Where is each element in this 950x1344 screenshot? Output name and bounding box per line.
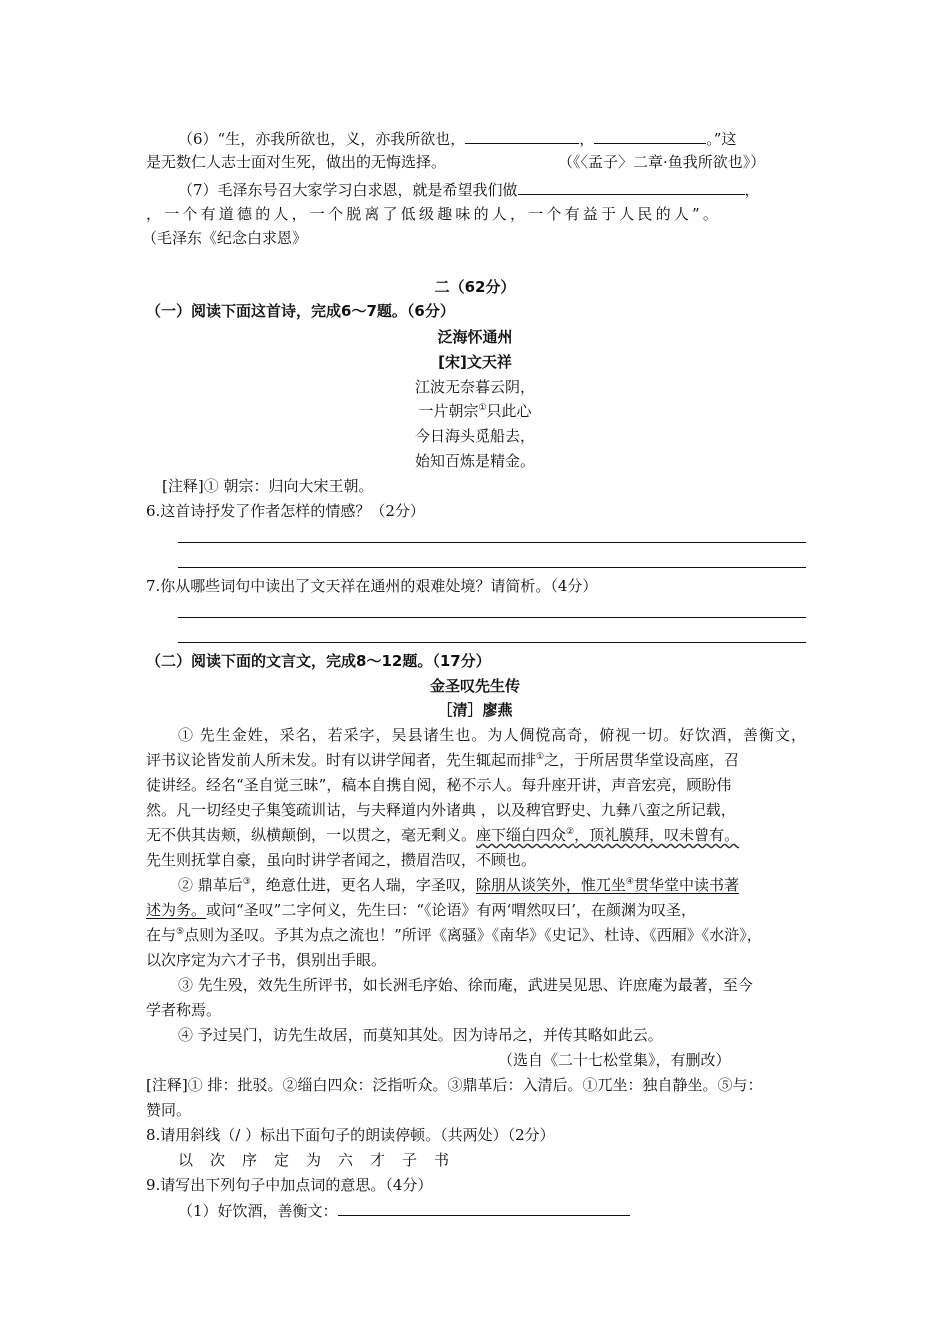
question-6: 6.这首诗抒发了作者怎样的情感？（2分） xyxy=(146,502,425,520)
q6-line1: （6）“生，亦我所欲也，义，亦我所欲也， ， 。”这 xyxy=(178,127,736,150)
question-8: 8.请用斜线（/ ）标出下面句子的朗读停顿。（共两处）（2分） xyxy=(146,1126,555,1144)
p1-line-1: ① 先生金姓，采名，若采字，吴县诸生也。为人倜傥高奇，俯视一切。好饮酒，善衡文， xyxy=(178,726,806,744)
poem-author: [宋]文天祥 xyxy=(438,353,512,371)
prose-title: 金圣叹先生传 xyxy=(429,677,520,695)
poem-title: 泛海怀通州 xyxy=(437,328,513,346)
underlined-sentence-a: 除朋从谈笑外，惟兀坐④贯华堂中读书著 xyxy=(475,876,739,894)
p1-line-4: 然。凡一切经史子集笺疏训诂，与夫释道内外诸典 ，以及稗官野史、九彝八蛮之所记载， xyxy=(146,801,736,819)
q7-line1: （7）毛泽东号召大家学习白求恩，就是希望我们做 ， xyxy=(178,178,760,201)
p1-line-3: 徒讲经。经名“圣自觉三昧”，稿本自携自阅，秘不示人。每升座开讲，声音宏亮，顾盼伟 xyxy=(146,776,732,794)
p3-line-2: 学者称焉。 xyxy=(146,1001,222,1019)
q6-blank-1[interactable] xyxy=(465,127,579,144)
question-9-item-1: （1）好饮酒，善衡文： xyxy=(178,1199,630,1222)
q6-blank-2[interactable] xyxy=(594,127,706,144)
part1-instruction: （一）阅读下面这首诗，完成6～7题。（6分） xyxy=(146,302,455,320)
p2-line-2: 述为务。或问“圣叹”二字何义，先生曰：“《论语》有两‘喟然叹曰’，在颜渊为叹圣， xyxy=(146,901,697,919)
q6-line2: 是无数仁人志士面对生死，做出的无悔选择。 xyxy=(146,153,447,171)
prose-author: ［清］廖燕 xyxy=(437,701,513,719)
answer-line-7b[interactable] xyxy=(178,642,806,643)
poem-line-1: 江波无奈暮云阴， xyxy=(414,378,535,396)
p2-line-1: ② 鼎革后③，绝意仕进，更名人瑞，字圣叹，除朋从谈笑外，惟兀坐④贯华堂中读书著 xyxy=(178,876,739,894)
p1-line-6: 先生则抚掌自豪，虽向时讲学者闻之，攒眉浩叹，不顾也。 xyxy=(146,851,537,869)
prose-notes-2: 赞同。 xyxy=(146,1101,192,1119)
answer-line-6b[interactable] xyxy=(178,567,806,568)
answer-line-7a[interactable] xyxy=(178,617,806,618)
q7-line3: （毛泽东《纪念白求恩》 xyxy=(142,229,308,247)
underlined-sentence-b: 述为务。 xyxy=(146,901,207,919)
q9-item1-blank[interactable] xyxy=(338,1199,630,1216)
p1-line-5: 无不供其齿颊，纵横颠倒，一以贯之，毫无剩义。座下缁白四众②，顶礼膜拜，叹未曾有。 xyxy=(146,826,740,844)
p3-line-1: ③ 先生殁，效先生所评书，如长洲毛序始、徐而庵，武进吴见思、许庶庵为最著，至今 xyxy=(178,976,753,994)
question-9: 9.请写出下列句子中加点词的意思。（4分） xyxy=(146,1176,433,1194)
wavy-underlined-sentence: 座下缁白四众②，顶礼膜拜，叹未曾有。 xyxy=(476,826,740,844)
question-7: 7.你从哪些词句中读出了文天祥在通州的艰难处境？请简析。（4分） xyxy=(146,577,598,595)
p2-line-4: 以次序定为六才子书，俱别出手眼。 xyxy=(146,951,387,969)
part2-instruction: （二）阅读下面的文言文，完成8～12题。（17分） xyxy=(146,652,491,670)
prose-notes-1: [注释]① 排：批驳。②缁白四众：泛指听众。③鼎革后：入清后。①兀坐：独自静坐。⑤与： xyxy=(146,1076,763,1094)
q7-line2: ，一个有道德的人，一个脱离了低级趣味的人，一个有益于人民的人”。 xyxy=(146,205,722,223)
prose-source: （选自《二十七松堂集》，有删改） xyxy=(498,1051,731,1069)
poem-line-2: 一片朝宗①只此心 xyxy=(418,402,532,420)
poem-line-3: 今日海头觅船去， xyxy=(414,427,535,445)
section-title: 二（62分） xyxy=(434,278,516,296)
q6-source: （《〈孟子〉二章·鱼我所欲也》） xyxy=(558,153,766,171)
poem-line-4: 始知百炼是精金。 xyxy=(414,452,535,470)
p2-line-3: 在与⑤点则为圣叹。予其为点之流也！”所评《离骚》《南华》《史记》、杜诗、《西厢》《水浒》， xyxy=(146,926,762,944)
q7-blank[interactable] xyxy=(518,178,745,195)
poem-note: [注释]① 朝宗：归向大宋王朝。 xyxy=(162,477,374,495)
answer-line-6a[interactable] xyxy=(178,542,806,543)
question-8-sentence[interactable]: 以次序定为六才子书 xyxy=(178,1151,467,1169)
p1-line-2: 评书议论皆发前人所未发。时有以讲学闻者，先生辄起而排①之，于所居贯华堂设高座，召 xyxy=(146,751,740,769)
p4-line-1: ④ 予过吴门，访先生故居，而莫知其处。因为诗吊之，并传其略如此云。 xyxy=(178,1026,663,1044)
